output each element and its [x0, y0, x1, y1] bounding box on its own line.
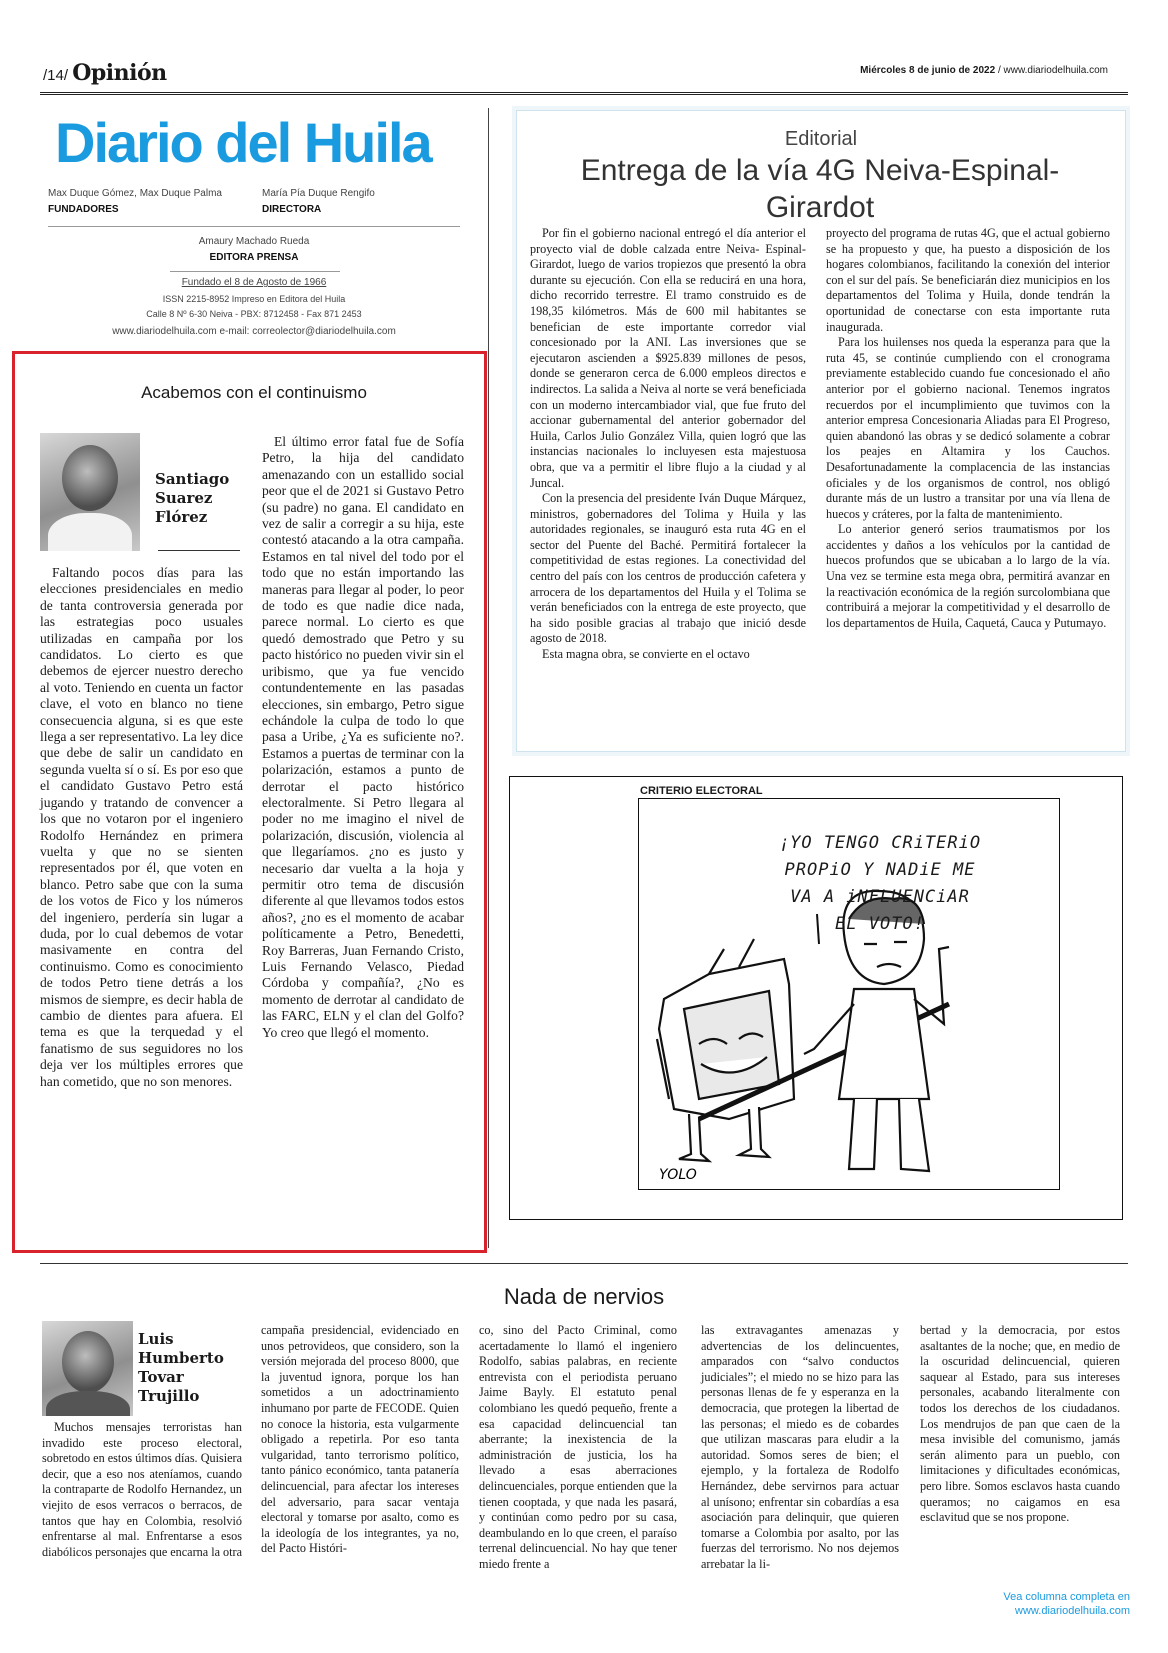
paragraph: Para los huilenses nos queda la esperanza para que la ruta 45, se continúe cumpliendo con el cronograma previamente establecido cuando fue concesionado el año anterior por el gobierno nacional. Tenemos ingratos recuerdos por el incumplimiento que tuvimos con la anterior empresa Concesionaria Aliadas para El Progreso, quien abandonó las obras y se dedicó solamente a cobrar los peajes en Altamira y los Cauchos. Desafortunadamente la complacencia de las instancias oficiales y de los organismos de control, nos obligó durante más de un lustro a transitar por una vía llena de huecos y cráteres, por la falta de mantenimiento.: [826, 335, 1110, 521]
bottom-rule: [40, 1263, 1128, 1264]
paragraph: Lo anterior generó serios traumatismos por los accidentes y daños a los vehículos por la cantidad de huecos profundos que se ubicaban a lo largo de la vía. Una vez se termine esta mega obra, permitirá avanzar en la reactivación económica de la región surcolombiana que contribuirá a mejorar la competitividad y el desarrollo de los departamentos de Huila, Caquetá, Cauca y Putumayo.: [826, 522, 1110, 630]
author-name: Santiago Suarez Flórez: [155, 470, 230, 526]
director-role: DIRECTORA: [262, 204, 322, 215]
author-rule: [158, 550, 240, 551]
editorial-kicker: Editorial: [784, 128, 858, 150]
address: Calle 8 Nº 6-30 Neiva - PBX: 8712458 - Fax 871 2453: [146, 309, 362, 319]
speech-line: EL VOTO!: [835, 914, 925, 934]
author-name: Luis Humberto Tovar Trujillo: [138, 1330, 224, 1405]
paragraph: Con la presencia del presidente Iván Duque Márquez, ministros, gobernadores del Tolima y Huila y las autoridades regionales, se inauguró esta ruta 4G en el sector del Puente del Baché. Permitirá fortalecer la competitividad de estas regiones. La conectividad del centro del país con los centros de producción cafetera y arrocera de los departamentos del Huila y el Tolima se verán beneficiados con la entrega de este proyecto, que ha sido posible gracias al trabajo que inició desde agosto de 2018.: [530, 491, 806, 646]
paragraph: bertad y la democracia, por estos asaltantes de la noche; que, en medio de la oscuridad delincuencial, quieren saquear al Estado, para sus intereses personales, acabando literalmente con todos los derechos de los ciudadanos. Los mendrujos de pan que caen de la mesa invisible del comunismo, jamás serán alimento para un pueblo, con limitaciones y dificultades económicas, pero libre. Somos esclavos hasta cuando queramos; no caigamos en esa esclavitud que se nos propone.: [920, 1323, 1120, 1525]
top-rule: [40, 92, 1128, 95]
paragraph: Faltando pocos días para las elecciones presidenciales en medio de tanta controversia generada por las estrategias poco usuales utilizadas en campaña por los candidatos. Lo cierto es que debemos de ejercer nuestro derecho al voto. Teniendo en cuenta un factor clave, el voto en blanco no tiene consecuencia alguna, si es que este llega a ser representativo. La ley dice que debe de salir un candidato en segunda vuelta sí o sí. Es por eso que el candidato Gustavo Petro está jugando y tratando de convencer a los que no votaron por el ingeniero Rodolfo Hernández en primera vuelta y que no se sienten representados por él, que voten en blanco. Petro sabe que con la suma de los votos de Fico y los números del ingeniero, perdería sin lugar a duda, por lo cual debemos de votar masivamente en contra del continuismo. Como es conocimiento de todos Petro tiene detrás a los mismos de siempre, es decir habla de cambio de dientes para afuera. El tema es que la terquedad y el fanatismo de sus seguidores no los deja ver los múltiples errores que han cometido, que no son menores.: [40, 565, 243, 1089]
masthead-rule-2: [170, 271, 340, 272]
column-text-1: [42, 1420, 242, 1560]
column-text-right: [262, 434, 464, 1041]
speech-line: ¡YO TENGO CRiTERiO: [778, 833, 982, 853]
speech-line: PROPiO Y NADiE ME: [784, 860, 976, 880]
date: Miércoles 8 de junio de 2022: [860, 65, 996, 76]
director-name: María Pía Duque Rengifo: [262, 188, 375, 199]
page-number-label: /14/: [43, 67, 69, 84]
cartoon-speech-bubble: [745, 830, 1015, 938]
contact: www.diariodelhuila.com e-mail: correolector@diariodelhuila.com: [112, 326, 396, 337]
paragraph: Muchos mensajes terroristas han invadido este proceso electoral, sobretodo en estos últimos días. Quisiera decir, que a eso nos ateníamos, cuando la contraparte de Rodolfo Hernandez, un viejito de esos verracos o berracos, de tantos que hay en Colombia, resolvió enfrentarse al mal. Enfrentarse a esos diabólicos personajes que encarna la otra: [42, 1420, 242, 1559]
paragraph: co, sino del Pacto Criminal, como acertadamente lo llamó el ingeniero Rodolfo, sabias palabras, en reciente entrevista con el periodista peruano Jaime Bayly. El estatuto penal colombiano les quedó pequeño, frente a esa capacidad delincuencial tan aberrante; la inexistencia de la administración de justicia, los ha llevado a esas aberraciones delincuenciales, porque entienden que la tienen cooptada, y que nada les pasará, y continúan como pedro por su casa, deambulando en lo que creen, el paraíso terrenal delincuencial. No hay que tener miedo frente a: [479, 1323, 677, 1571]
site-url: / www.diariodelhuila.com: [997, 65, 1108, 76]
paragraph: campaña presidencial, evidenciado en unos petrovideos, que considero, son la versión mejorada del proceso 8000, que la juventud ignora, porque los han sometidos a un adoctrinamiento inhumano por parte de FECODE. Quien no conoce la historia, esta vulgarmente obligado a repetirla. Por eso tanta vulgaridad, tanto terrorismo político, tanto pánico económico, tanta patanería delincuencial, para afectar los intereses del adversario, para sacar ventaja electoral y tomarse por asalto, como es la ideología de los integrantes, ya no, del Pacto Históri-: [261, 1323, 459, 1556]
page-number: [43, 60, 167, 86]
founders-role: FUNDADORES: [48, 204, 119, 215]
column-text-2: [261, 1323, 459, 1557]
masthead-logo: Diario del Huila: [55, 111, 431, 174]
author-photo: [42, 1321, 133, 1416]
editor-role: EDITORA PRENSA: [209, 252, 299, 263]
editorial-text-left: [530, 226, 806, 663]
cartoon-label: CRITERIO ELECTORAL: [640, 785, 763, 797]
see-more-link[interactable]: [960, 1590, 1130, 1618]
column-text-3: [479, 1323, 677, 1573]
paragraph: Por fin el gobierno nacional entregó el día anterior el proyecto vial de doble calzada entre Neiva- Espinal- Girardot, luego de varios tropiezos que presentó la obra durante su ejecución. Con ella se reducirá en una hora, dicho recorrido terrestre. El tramo construido es de 198,35 kilómetros. Más de 600 mil habitantes se benefician de este importante corredor vial concesionado por la ANI. Las inversiones que se ejecutaron ascienden a $925.839 millones de pesos, donde se generaron cerca de 6.000 empleos directos e indirectos. La salida a Neiva al norte se verá beneficiada con un moderno intercambiador vial, que fue fruto del accionar gubernamental del anterior gobernador del Huila, Carlos Julio González Villa, quien logró que las instancias nacionales lo incluyesen esta majestuosa obra, que va a permitir el libre flujo a la ciudad y al Juncal.: [530, 226, 806, 490]
column-text-4: [701, 1323, 899, 1573]
founded-date: Fundado el 8 de Agosto de 1966: [181, 277, 327, 288]
section-title: Opinión: [72, 60, 167, 86]
issn: ISSN 2215-8952 Impreso en Editora del Huila: [162, 294, 346, 304]
column-text-5: [920, 1323, 1120, 1526]
editorial-title: Entrega de la vía 4G Neiva-Espinal- Girardot: [580, 154, 1060, 224]
paragraph: proyecto del programa de rutas 4G, que el actual gobierno se ha propuesto y que, ha puesto a disposición de los hogares colombianos, facilitando la conexión del interior con el sur del país. Se beneficiarán diez municipios en los departamentos del Tolima y Huila, donde tendrán la oportunidad de conectarse con esta importante ruta inaugurada.: [826, 226, 1110, 334]
paragraph: Esta magna obra, se convierte en el octavo: [542, 647, 750, 662]
see-more-url: www.diariodelhuila.com: [1015, 1605, 1130, 1617]
column-divider: [488, 108, 489, 1248]
paragraph: las extravagantes amenazas y advertencias de los delincuentes, amparados con “salvo conductos judiciales”; el miedo no se hizo para las personas llenas de fe y esperanza en la democracia, que protegen la libertad de las personas; el miedo es de cobardes que utilizan mascaras para eludir a la autoridad. Somos seres de bien; el ejemplo, y la fortaleza de Rodolfo Hernández, debe servirnos para actuar al unísono; enfrentar sin cobardías a esa asociación para delinquir, que quieren tomarse a Colombia por asalto, por las fuerzas del terrorismo. No nos dejemos arrebatar la li-: [701, 1323, 899, 1571]
see-more-label: Vea columna completa en: [1003, 1591, 1130, 1603]
column-title: Nada de nervios: [503, 1284, 665, 1309]
cartoon-signature: YOLO: [659, 1167, 697, 1183]
column-title: Acabemos con el continuismo: [141, 383, 367, 402]
founders-names: Max Duque Gómez, Max Duque Palma: [48, 188, 222, 199]
editorial-text-right: [826, 226, 1110, 631]
dateline: [860, 65, 1108, 76]
speech-line: VA A iNFLUENCiAR: [790, 887, 970, 907]
author-photo: [40, 433, 140, 551]
paragraph: El último error fatal fue de Sofía Petro, la hija del candidato amenazando con un estallido social peor que el de 2021 si Gustavo Petro (su padre) no gana. El candidato en vez de salir a corregir a su hija, este contestó atacando a la otra campaña. Estamos en tal nivel del todo por el todo que no están importando las maneras para llegar al poder, lo peor de todo es que nadie dice nada, parece normal. Lo cierto es que quedó demostrado que Petro y su pacto histórico no pueden vivir sin el uribismo, que ya fue vencido contundentemente en las pasadas elecciones, sin embargo, Petro sigue echándole la culpa de todo lo que pasa a Uribe, ¿Ya es suficiente no?. Estamos a puertas de terminar con la polarización, estamos a punto de derrotar el pacto histórico electoralmente. Si Petro llegara al poder no me imagino el nivel de polarización, discusión, violencia al que llegaríamos. ¿no es justo y necesario dar vuelta a la hoja y permitir otro tema de discusión diferente al que llevamos todos estos años?, ¿no es el momento de acabar políticamente a Petro, Benedetti, Roy Barreras, Juan Fernando Cristo, Luis Fernando Velasco, Piedad Córdoba y compañía?, ¿No es momento de derrotar al candidato de las FARC, ELN y el clan del Golfo? Yo creo que llegó el momento.: [262, 434, 464, 1040]
column-text-left: [40, 565, 243, 1090]
masthead-rule: [48, 226, 460, 227]
editor-name: Amaury Machado Rueda: [198, 236, 310, 247]
